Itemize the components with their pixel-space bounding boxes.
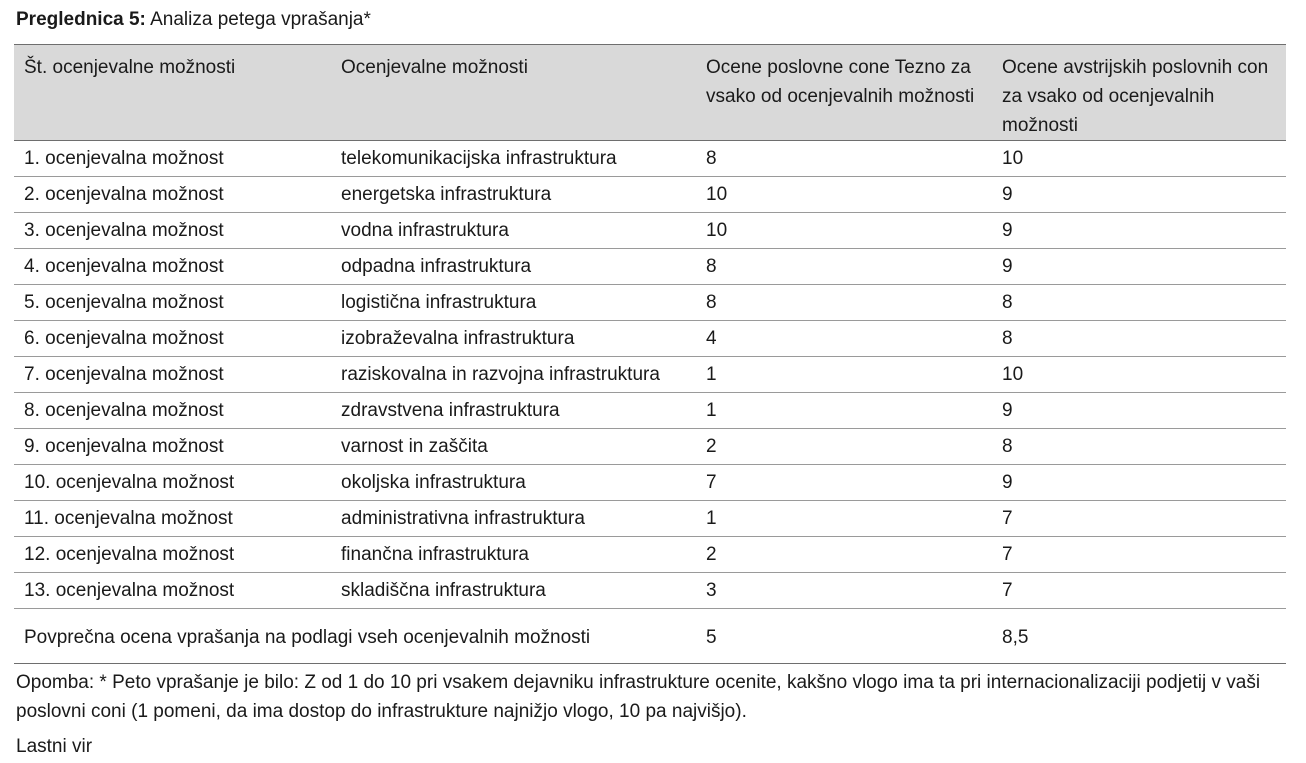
cell-tezno-score: 8 — [696, 141, 992, 177]
cell-option-number: 11. ocenjevalna možnost — [14, 501, 331, 537]
summary-austrian: 8,5 — [992, 609, 1286, 664]
cell-option-number: 13. ocenjevalna možnost — [14, 573, 331, 609]
header-austrian-score: Ocene avstrijskih poslovnih con za vsako od ocenjevalnih možnosti — [992, 45, 1286, 141]
header-tezno-score: Ocene poslovne cone Tezno za vsako od ocenjevalnih možnosti — [696, 45, 992, 141]
cell-option-number: 3. ocenjevalna možnost — [14, 213, 331, 249]
cell-option: finančna infrastruktura — [331, 537, 696, 573]
cell-option-number: 6. ocenjevalna možnost — [14, 321, 331, 357]
table-row — [14, 213, 1286, 249]
cell-option: okoljska infrastruktura — [331, 465, 696, 501]
table-row — [14, 285, 1286, 321]
table-row — [14, 249, 1286, 285]
cell-option-number: 7. ocenjevalna možnost — [14, 357, 331, 393]
cell-austrian-score: 8 — [992, 429, 1286, 465]
cell-tezno-score: 3 — [696, 573, 992, 609]
cell-tezno-score: 2 — [696, 429, 992, 465]
cell-tezno-score: 10 — [696, 213, 992, 249]
cell-option: raziskovalna in razvojna infrastruktura — [331, 357, 696, 393]
cell-option-number: 4. ocenjevalna možnost — [14, 249, 331, 285]
table-caption — [16, 8, 371, 32]
cell-austrian-score: 9 — [992, 249, 1286, 285]
table-row — [14, 393, 1286, 429]
table-row — [14, 537, 1286, 573]
cell-option-number: 9. ocenjevalna možnost — [14, 429, 331, 465]
cell-tezno-score: 7 — [696, 465, 992, 501]
table-row — [14, 141, 1286, 177]
cell-tezno-score: 4 — [696, 321, 992, 357]
analysis-table — [14, 44, 1286, 664]
table-row — [14, 501, 1286, 537]
cell-option: administrativna infrastruktura — [331, 501, 696, 537]
source-line: Lastni vir — [16, 736, 93, 757]
cell-tezno-score: 10 — [696, 177, 992, 213]
cell-tezno-score: 2 — [696, 537, 992, 573]
cell-option: skladiščna infrastruktura — [331, 573, 696, 609]
cell-option: logistična infrastruktura — [331, 285, 696, 321]
cell-austrian-score: 7 — [992, 573, 1286, 609]
table-row — [14, 465, 1286, 501]
cell-austrian-score: 9 — [992, 465, 1286, 501]
cell-option-number: 10. ocenjevalna možnost — [14, 465, 331, 501]
summary-row — [14, 609, 1286, 664]
table-body — [14, 141, 1286, 609]
cell-austrian-score: 7 — [992, 537, 1286, 573]
cell-option-number: 12. ocenjevalna možnost — [14, 537, 331, 573]
cell-tezno-score: 8 — [696, 249, 992, 285]
cell-option-number: 2. ocenjevalna možnost — [14, 177, 331, 213]
cell-austrian-score: 10 — [992, 357, 1286, 393]
summary-label: Povprečna ocena vprašanja na podlagi vseh ocenjevalnih možnosti — [14, 609, 696, 664]
table-row — [14, 357, 1286, 393]
cell-austrian-score: 9 — [992, 213, 1286, 249]
header-option-number: Št. ocenjevalne možnosti — [14, 45, 331, 141]
cell-option: izobraževalna infrastruktura — [331, 321, 696, 357]
header-option: Ocenjevalne možnosti — [331, 45, 696, 141]
cell-austrian-score: 9 — [992, 177, 1286, 213]
cell-austrian-score: 8 — [992, 321, 1286, 357]
table-row — [14, 177, 1286, 213]
cell-austrian-score: 7 — [992, 501, 1286, 537]
cell-tezno-score: 1 — [696, 393, 992, 429]
caption-lead: Preglednica 5: — [16, 9, 146, 30]
cell-austrian-score: 8 — [992, 285, 1286, 321]
cell-option-number: 8. ocenjevalna možnost — [14, 393, 331, 429]
cell-tezno-score: 1 — [696, 501, 992, 537]
cell-option: energetska infrastruktura — [331, 177, 696, 213]
cell-option: zdravstvena infrastruktura — [331, 393, 696, 429]
cell-austrian-score: 10 — [992, 141, 1286, 177]
table-row — [14, 429, 1286, 465]
cell-option-number: 5. ocenjevalna možnost — [14, 285, 331, 321]
footnote: Opomba: * Peto vprašanje je bilo: Z od 1 do 10 pri vsakem dejavniku infrastrukture ocenite, kakšno vlogo ima ta pri internacionalizaciji podjetij v vaši poslovni coni (1 pomeni, da ima dostop do infrastrukture najnižjo vlogo, 10 pa najvišjo). — [16, 672, 1261, 722]
table-row — [14, 573, 1286, 609]
cell-tezno-score: 1 — [696, 357, 992, 393]
cell-option: odpadna infrastruktura — [331, 249, 696, 285]
cell-austrian-score: 9 — [992, 393, 1286, 429]
table-header-row — [14, 45, 1286, 141]
cell-option-number: 1. ocenjevalna možnost — [14, 141, 331, 177]
cell-option: vodna infrastruktura — [331, 213, 696, 249]
cell-option: varnost in zaščita — [331, 429, 696, 465]
cell-option: telekomunikacijska infrastruktura — [331, 141, 696, 177]
caption-text: Analiza petega vprašanja* — [150, 9, 371, 30]
summary-tezno: 5 — [696, 609, 992, 664]
table-row — [14, 321, 1286, 357]
cell-tezno-score: 8 — [696, 285, 992, 321]
